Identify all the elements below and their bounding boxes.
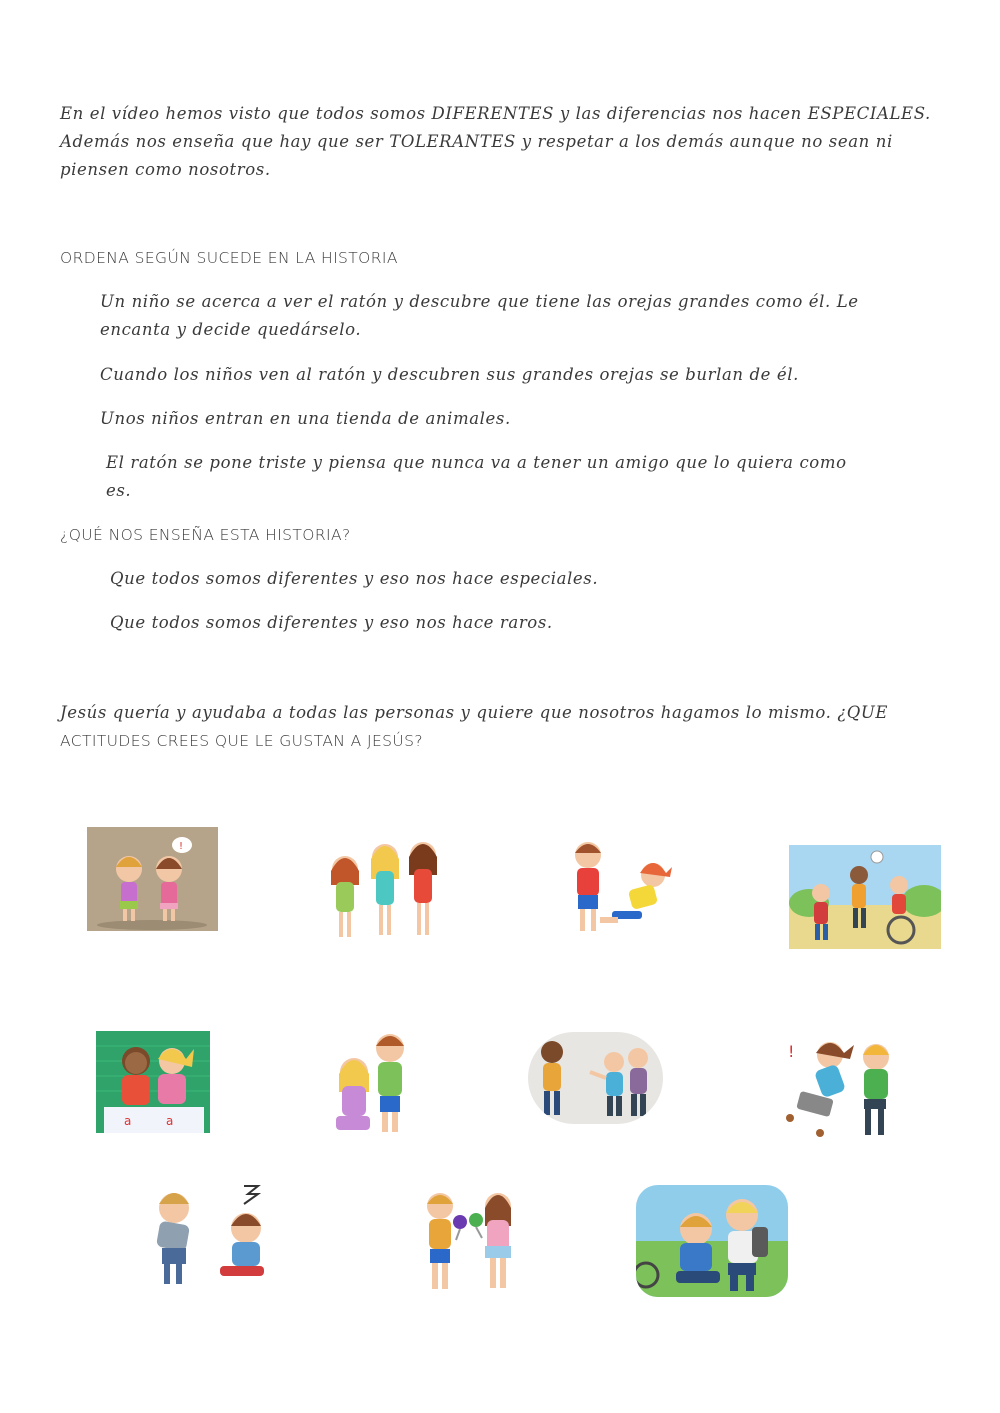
order-item-4-line-1: El ratón se pone triste y piensa que nunca va a tener un amigo que lo quiera como: [106, 453, 847, 472]
girls-arguing-image[interactable]: [87, 827, 218, 931]
order-item-3-line-1: Unos niños entran en una tienda de animales.: [100, 409, 511, 428]
boy-tripping-girl-image[interactable]: [770, 1023, 910, 1143]
kids-excluding-boy-image[interactable]: [528, 1032, 663, 1124]
order-item-1[interactable]: [100, 288, 940, 344]
order-item-4-line-2: es.: [106, 481, 132, 500]
order-item-2[interactable]: [100, 361, 940, 389]
jesus-line-2: ACTITUDES CREES QUE LE GUSTAN A JESÚS?: [60, 732, 423, 750]
order-item-4[interactable]: [106, 449, 946, 505]
kids-sharing-lollipops-image[interactable]: [412, 1182, 532, 1298]
boy-comforting-girl-image[interactable]: [326, 1024, 416, 1138]
boy-helping-girl-image[interactable]: [560, 833, 685, 943]
intro-paragraph: [60, 100, 940, 184]
svg-text:a: a: [124, 1114, 132, 1128]
order-item-1-line-2: encanta y decide quedárselo.: [100, 320, 362, 339]
svg-text:a: a: [166, 1114, 174, 1128]
jesus-question: [60, 699, 940, 755]
girls-reading-together-image[interactable]: [96, 1031, 210, 1133]
order-item-1-line-1: Un niño se acerca a ver el ratón y descubre que tiene las orejas grandes como él. Le: [100, 292, 859, 311]
boy-laughing-at-fallen-boy-image[interactable]: [140, 1178, 285, 1290]
intro-line-1: En el vídeo hemos visto que todos somos DIFERENTES y las diferencias nos hacen ESPECIALES.: [60, 104, 931, 123]
lesson-option-2[interactable]: Que todos somos diferentes y eso nos hace raros.: [110, 613, 553, 632]
order-heading: ORDENA SEGÚN SUCEDE EN LA HISTORIA: [60, 249, 398, 267]
kids-playing-wheelchair-image[interactable]: [789, 845, 941, 949]
lesson-option-1[interactable]: Que todos somos diferentes y eso nos hace especiales.: [110, 569, 599, 588]
jesus-line-1: Jesús quería y ayudaba a todas las personas y quiere que nosotros hagamos lo mismo. ¿QUE: [60, 703, 889, 722]
svg-text:!: !: [179, 841, 184, 852]
intro-line-3: piensen como nosotros.: [60, 160, 271, 179]
order-item-3[interactable]: [100, 405, 940, 433]
intro-line-2: Además nos enseña que hay que ser TOLERANTES y respetar a los demás aunque no sean ni: [60, 132, 893, 151]
svg-text:!: !: [788, 1042, 795, 1061]
boy-helping-injured-boy-image[interactable]: [636, 1185, 788, 1297]
lesson-heading: ¿QUÉ NOS ENSEÑA ESTA HISTORIA?: [60, 526, 351, 544]
girls-whispering-image[interactable]: [315, 827, 455, 945]
order-item-2-line-1: Cuando los niños ven al ratón y descubren sus grandes orejas se burlan de él.: [100, 365, 799, 384]
